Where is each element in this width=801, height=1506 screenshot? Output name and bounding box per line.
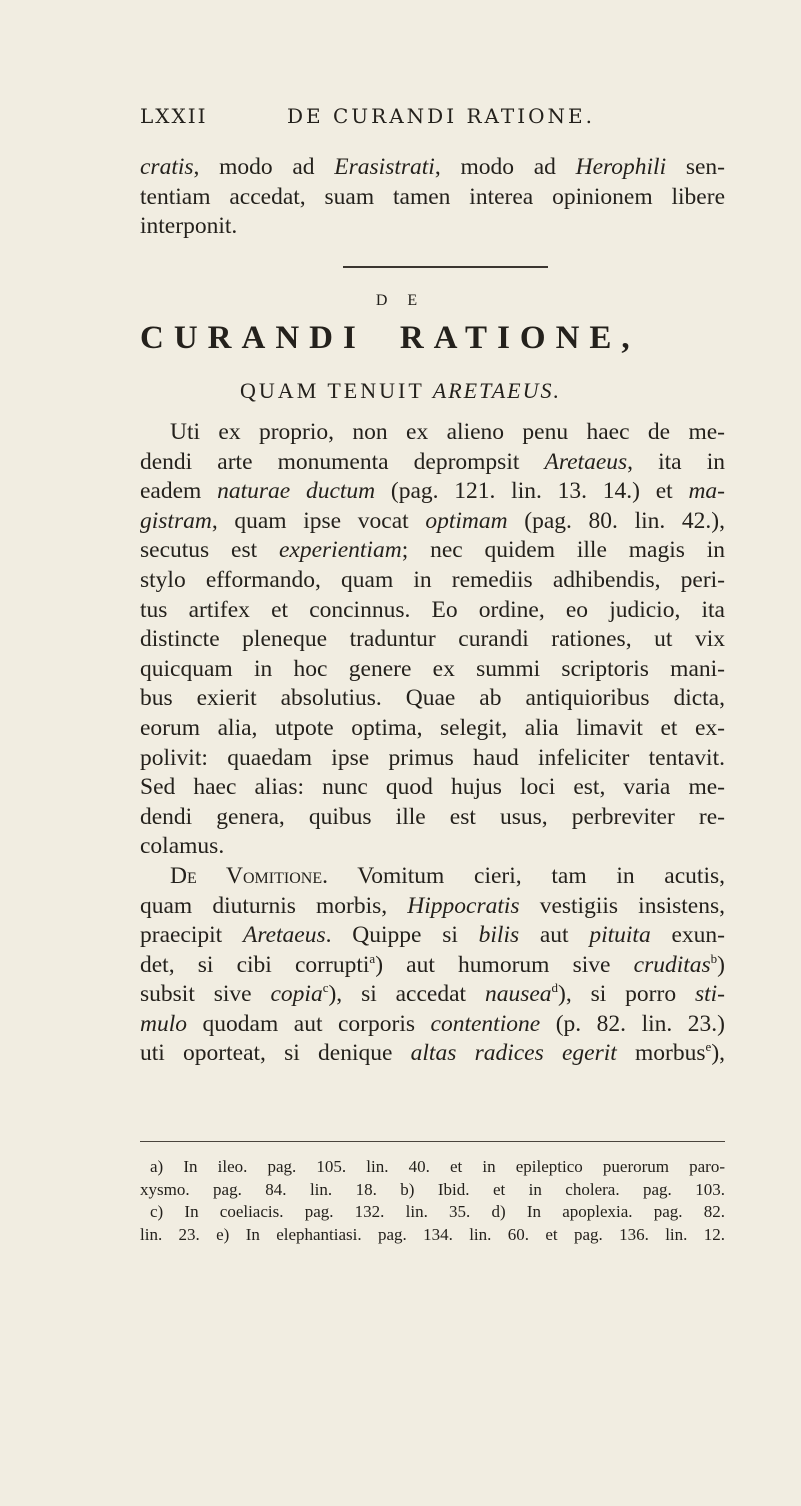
running-head — [140, 104, 720, 132]
text-line: mulo quodam aut corporis contentione (p. 82. lin. 23.) — [140, 1010, 725, 1037]
text-line: Uti ex proprio, non ex alieno penu haec de me- — [170, 419, 725, 445]
footnote-line: xysmo. pag. 84. lin. 18. b) Ibid. et in cholera. pag. 103. — [140, 1179, 725, 1199]
text-run: , modo ad — [434, 154, 576, 180]
italic-name: Erasistrati — [334, 154, 435, 180]
text-line: eadem naturae ductum (pag. 121. lin. 13. 14.) et ma- — [140, 478, 725, 505]
text-line: colamus. — [140, 833, 225, 860]
text-line: dendi genera, quibus ille est usus, perbreviter re- — [140, 803, 725, 830]
footnote-line: lin. 23. e) In elephantiasi. pag. 134. lin. 60. et pag. 136. lin. 12. — [140, 1224, 725, 1244]
text-line: tentiam accedat, suam tamen interea opinionem libere — [140, 183, 725, 210]
text-line: distincte pleneque traduntur curandi rationes, ut vix — [140, 626, 725, 653]
footnote-line: c) In coeliacis. pag. 132. lin. 35. d) In apoplexia. pag. 82. — [150, 1202, 725, 1221]
text-line — [140, 153, 725, 183]
section-heading — [140, 320, 730, 357]
italic-word: cratis — [140, 154, 194, 180]
text-line: De Vomitione. Vomitum cieri, tam in acutis, — [170, 862, 725, 889]
text-line: secutus est experientiam; nec quidem ille magis in — [140, 537, 725, 564]
running-title: DE CURANDI RATIONE. — [287, 104, 595, 128]
text-line: bus exierit absolutius. Quae ab antiquioribus dicta, — [140, 685, 725, 712]
text-line: det, si cibi corrupti$^a$) aut humorum sive cruditas$^b$) — [140, 950, 725, 978]
text-line: uti oporteat, si denique altas radices egerit morbus$^e$), — [140, 1039, 726, 1067]
text-line: subsit sive copia$^c$), si accedat nausea$^d$), si porro sti- — [140, 980, 725, 1008]
footnote-divider — [140, 1141, 725, 1142]
subheading-name: ARETAEUS. — [432, 378, 561, 403]
section-heading-de: D E — [375, 292, 426, 309]
page-number: LXXII — [140, 104, 208, 128]
text-line: Sed haec alias: nunc quod hujus loci est, varia me- — [140, 774, 725, 801]
heading-word: RATIONE, — [399, 320, 640, 356]
italic-name: Herophili — [575, 154, 667, 180]
heading-word: CURANDI — [140, 320, 366, 356]
text-run: , modo ad — [193, 154, 335, 180]
section-subheading — [0, 378, 801, 404]
footnotes — [140, 1156, 725, 1246]
text-line: polivit: quaedam ipse primus haud infeliciter tentavit. — [140, 744, 725, 771]
text-line: tus artifex et concinnus. Eo ordine, eo judicio, ita — [140, 596, 725, 623]
main-text — [140, 418, 725, 1069]
section-divider — [343, 266, 548, 268]
text-line: praecipit Aretaeus. Quippe si bilis aut pituita exun- — [140, 922, 725, 949]
text-line: quicquam in hoc genere ex summi scriptoris mani- — [140, 655, 725, 682]
text-line: quam diuturnis morbis, Hippocratis vestigiis insistens, — [140, 892, 725, 919]
text-line: stylo efformando, quam in remediis adhibendis, peri- — [140, 566, 725, 593]
intro-paragraph — [140, 153, 725, 242]
subheading-text: QUAM TENUIT — [240, 378, 425, 403]
text-line: gistram, quam ipse vocat optimam (pag. 80. lin. 42.), — [140, 507, 725, 534]
text-line: dendi arte monumenta deprompsit Aretaeus, ita in — [140, 448, 725, 475]
text-line: interponit. — [140, 213, 238, 240]
footnote-line: a) In ileo. pag. 105. lin. 40. et in epileptico puerorum paro- — [150, 1157, 725, 1176]
text-run: sen- — [666, 154, 725, 180]
text-line: eorum alia, utpote optima, selegit, alia limavit et ex- — [140, 714, 725, 741]
